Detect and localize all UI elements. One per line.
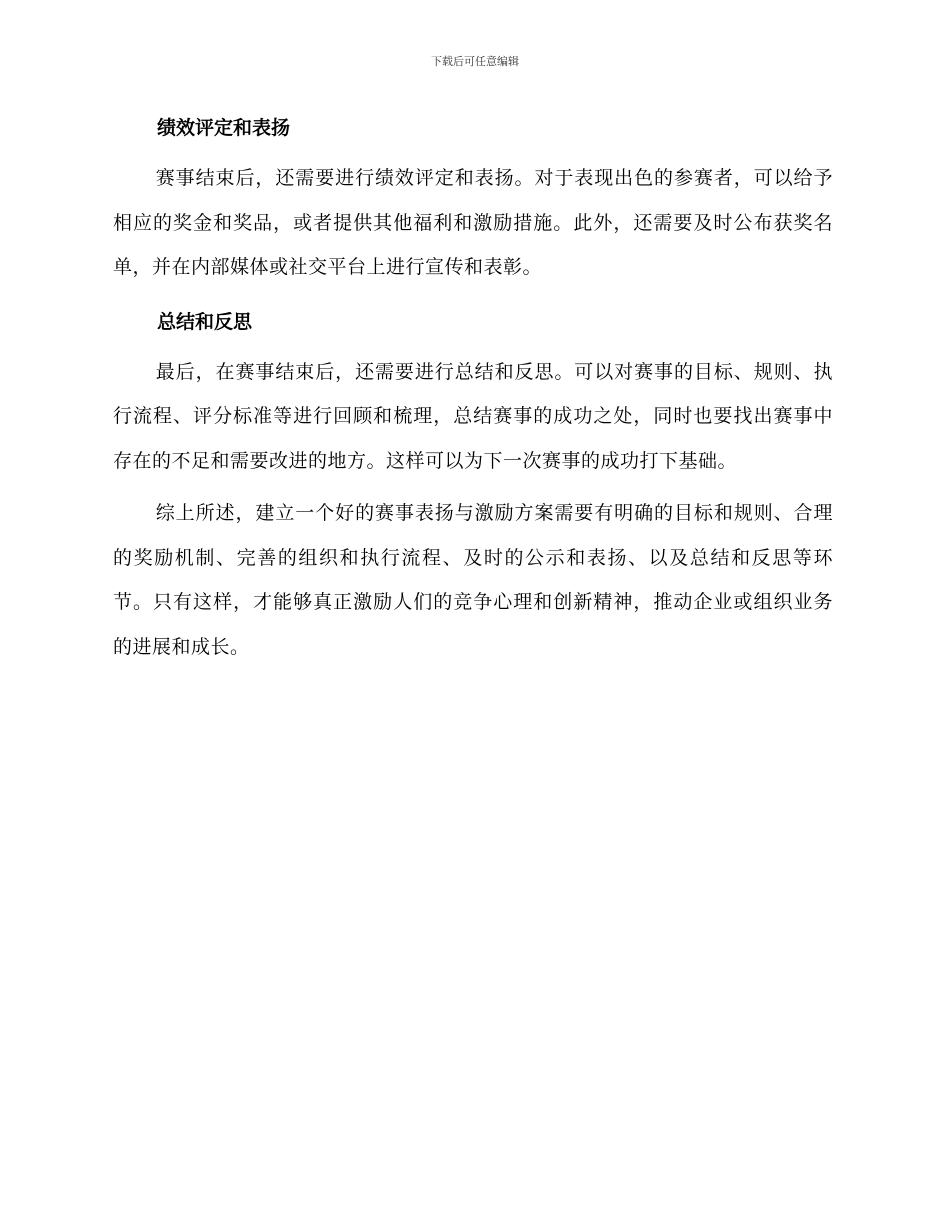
download-note: 下载后可任意编辑 [431,55,519,68]
section-heading-summary-reflection: 总结和反思 [157,310,253,333]
document-body [113,110,833,669]
section-paragraph-summary-reflection: 最后，在赛事结束后，还需要进行总结和反思。可以对赛事的目标、规则、执行流程、评分标准等进行回顾和梳理，总结赛事的成功之处，同时也要找出赛事中存在的不足和需要改进的地方。这样可以为下一次赛事的成功打下基础。 [113,360,833,472]
section-paragraph-performance-review: 赛事结束后，还需要进行绩效评定和表扬。对于表现出色的参赛者，可以给予相应的奖金和奖品，或者提供其他福利和激励措施。此外，还需要及时公布获奖名单，并在内部媒体或社交平台上进行宣传和表彰。 [113,167,833,278]
section-heading-performance-review: 绩效评定和表扬 [157,117,291,139]
conclusion-paragraph: 综上所述，建立一个好的赛事表扬与激励方案需要有明确的目标和规则、合理的奖励机制、完善的组织和执行流程、及时的公示和表扬、以及总结和反思等环节。只有这样，才能够真正激励人们的竞争心理和创新精神，推动企业或组织业务的进展和成长。 [113,502,833,658]
